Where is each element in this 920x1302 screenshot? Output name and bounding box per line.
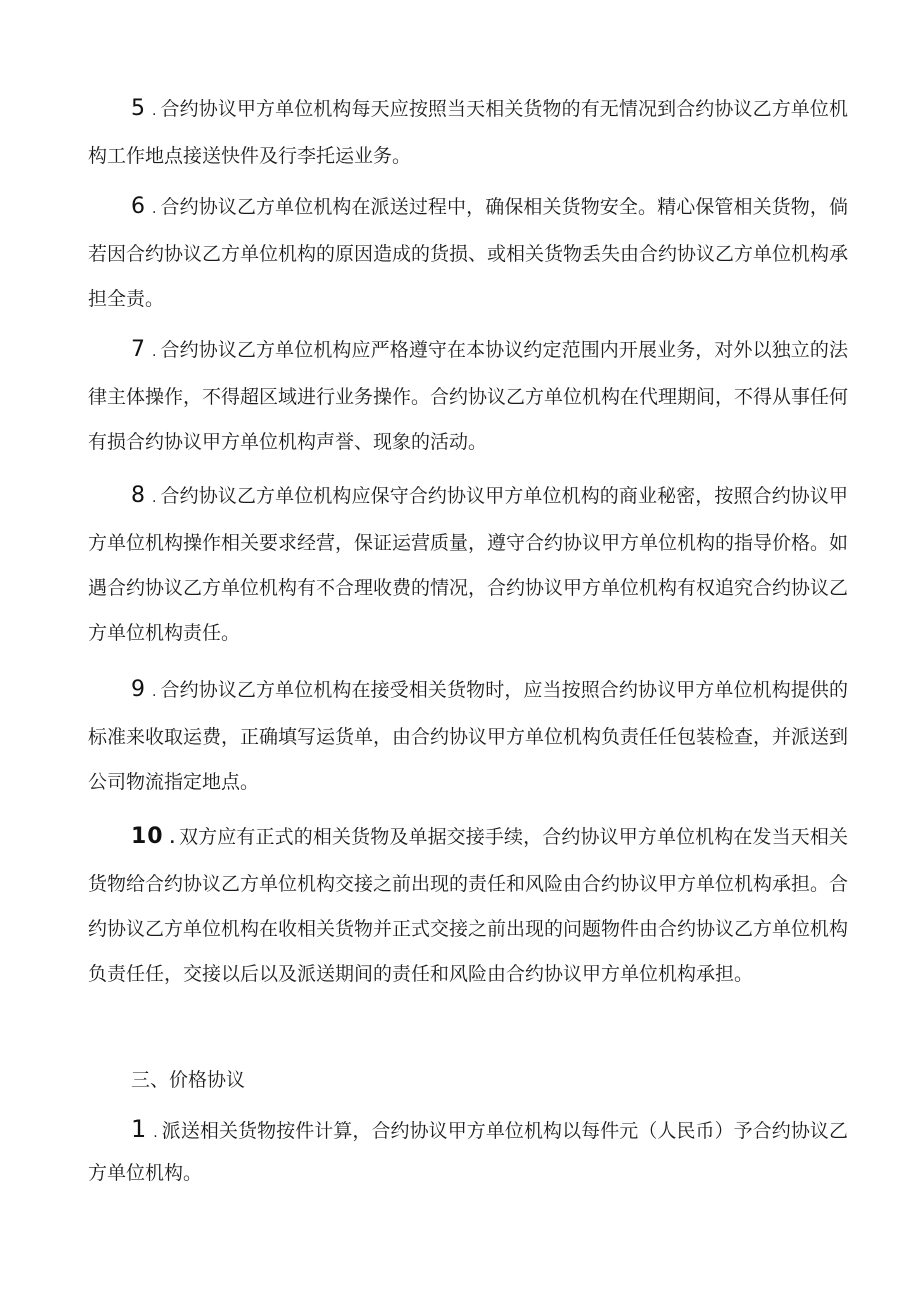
clause-text: 双方应有正式的相关货物及单据交接手续，合约协议甲方单位机构在发当天相关货物给合约协议乙方单位机构交接之前出现的责任和风险由合约协议甲方单位机构承担。合约协议乙方单位机构在收相关货物并正式交接之前出现的问题物件由合约协议乙方单位机构负责任任，交接以后以及派送期间的责任和风险由合约协议甲方单位机构承担。 [88, 826, 849, 985]
clause-separator: . [152, 490, 157, 506]
section-heading: 三、价格协议 [131, 1069, 246, 1091]
clause-5 [88, 86, 848, 179]
clause-number: 5 [131, 96, 146, 121]
clause-7 [88, 327, 848, 465]
clause-number: 10 [131, 824, 164, 849]
clause-separator: . [152, 103, 157, 119]
clause-separator: . [153, 1125, 158, 1141]
clause-text: 合约协议乙方单位机构在接受相关货物时，应当按照合约协议甲方单位机构提供的标准来收取运费，正确填写运货单，由合约协议甲方单位机构负责任任包装检查，并派送到公司物流指定地点。 [88, 679, 849, 793]
clause-10 [88, 814, 848, 997]
clause-number: 7 [131, 337, 146, 362]
clause-text: 合约协议乙方单位机构应严格遵守在本协议约定范围内开展业务，对外以独立的法律主体操作，不得超区域进行业务操作。合约协议乙方单位机构在代理期间，不得从事任何有损合约协议甲方单位机构声誉、现象的活动。 [88, 339, 849, 453]
clause-separator: . [152, 684, 157, 700]
clause-number: 6 [131, 194, 146, 219]
price-clause-1 [88, 1109, 848, 1193]
clause-text: 合约协议乙方单位机构在派送过程中，确保相关货物安全。精心保管相关货物，倘若因合约协议乙方单位机构的原因造成的货损、或相关货物丢失由合约协议乙方单位机构承担全责。 [88, 196, 849, 310]
clause-6 [88, 184, 848, 322]
clause-separator: . [152, 344, 157, 360]
clause-separator: . [152, 201, 157, 217]
clause-separator: . [169, 831, 175, 847]
clause-number: 1 [131, 1115, 148, 1143]
clause-number: 8 [131, 483, 146, 508]
clause-text: 合约协议乙方单位机构应保守合约协议甲方单位机构的商业秘密，按照合约协议甲方单位机构操作相关要求经营，保证运营质量，遵守合约协议甲方单位机构的指导价格。如遇合约协议乙方单位机构有不合理收费的情况，合约协议甲方单位机构有权追究合约协议乙方单位机构责任。 [88, 485, 849, 644]
clause-9 [88, 667, 848, 805]
clause-number: 9 [131, 677, 146, 702]
clause-text: 派送相关货物按件计算，合约协议甲方单位机构以每件元（人民币）予合约协议乙方单位机构。 [88, 1120, 848, 1184]
clause-8 [88, 473, 848, 656]
clause-text: 合约协议甲方单位机构每天应按照当天相关货物的有无情况到合约协议乙方单位机构工作地点接送快件及行李托运业务。 [88, 98, 848, 167]
